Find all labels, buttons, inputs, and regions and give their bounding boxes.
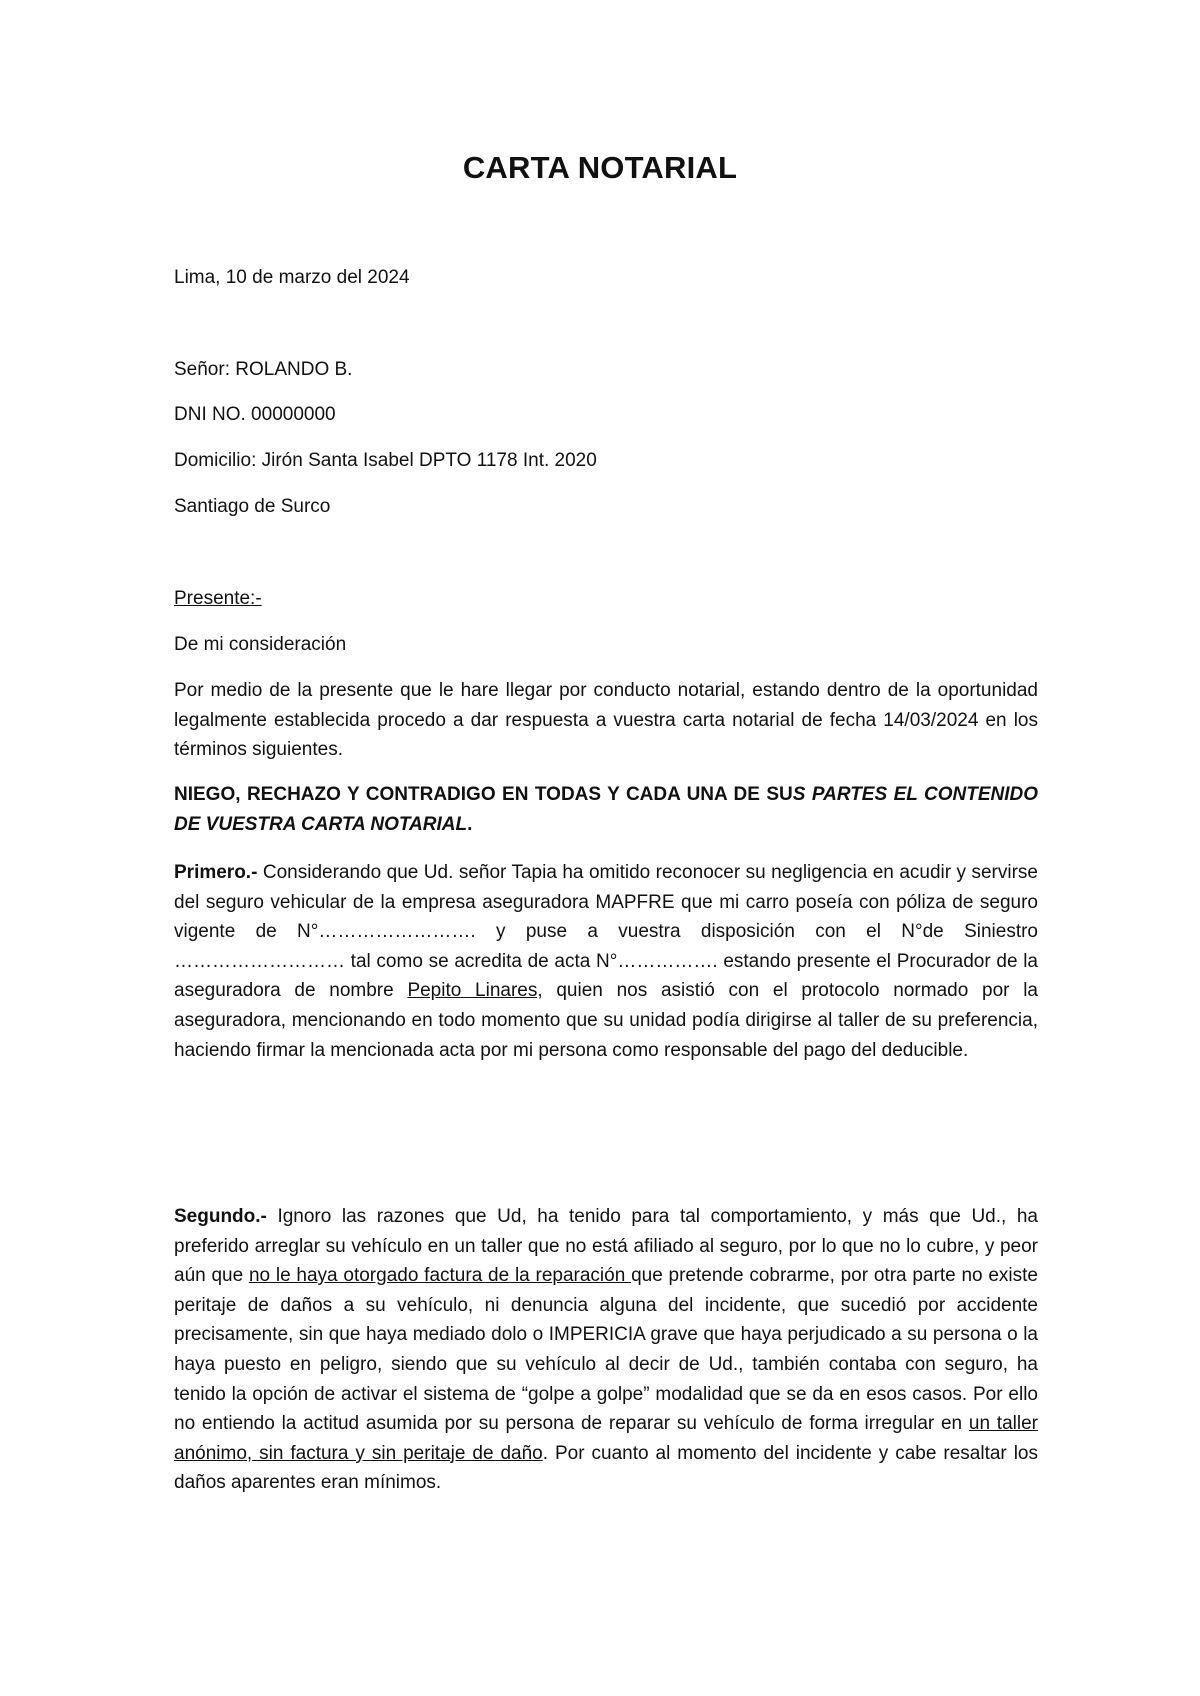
primero-procurador-name: Pepito Linares, xyxy=(407,980,543,1002)
date-line: Lima, 10 de marzo del 2024 xyxy=(174,267,410,288)
recipient-name: Señor: ROLANDO B. xyxy=(174,359,353,380)
segundo-text-2: que pretende cobrarme, por otra parte no existe peritaje de daños a su vehículo, ni denuncia alguna del incidente, que sucedió por accidente precisamente, sin que haya mediado dolo o IMPERICIA grave que haya perjudicado a su persona o la haya puesto en peligro, siendo que su vehículo al decir de Ud., también contaba con seguro, ha tenido la opción de activar el sistema de “golpe a golpe” modalidad que se da en esos casos. Por ello no entiendo la actitud asumida por su persona de reparar su vehículo de forma irregular en xyxy=(174,1265,1038,1435)
primero-paragraph xyxy=(174,858,1038,1065)
segundo-paragraph xyxy=(174,1202,1038,1498)
segundo-underlined-2: un taller anónimo, sin factura y sin peritaje de daño xyxy=(174,1413,1038,1464)
intro-paragraph: Por medio de la presente que le hare llegar por conducto notarial, estando dentro de la oportunidad legalmente establecida procedo a dar respuesta a vuestra carta notarial de fecha 14/03/2024 en los términos siguientes. xyxy=(174,680,1038,761)
segundo-label: Segundo.- xyxy=(174,1206,267,1227)
presente-heading: Presente:- xyxy=(174,588,262,609)
segundo-text-1: Ignoro las razones que Ud, ha tenido para tal comportamiento, y más que Ud., ha preferido arreglar su vehículo en un taller que no está afiliado al seguro, por lo que no lo cubre, y peor aún que xyxy=(174,1206,1038,1287)
segundo-text-3: . Por cuanto al momento del incidente y cabe resaltar los daños aparentes eran mínimos. xyxy=(174,1442,1038,1494)
denial-bold-text: NIEGO, RECHAZO Y CONTRADIGO EN TODAS Y CADA UNA DE SU xyxy=(174,784,793,805)
primero-text-1: Considerando que Ud. señor Tapia ha omitido reconocer su negligencia en acudir y servirse del seguro vehicular de la empresa aseguradora MAPFRE que mi carro poseía con póliza de seguro vigente de N°……………………. y puse a vuestra disposición con el N°de Siniestro ……………………… tal como se acredita de acta N°……………. estando presente el Procurador de la aseguradora de nombre xyxy=(174,862,1038,1002)
denial-bold-italic-text: S PARTES EL CONTENIDO DE VUESTRA CARTA NOTARIAL xyxy=(174,784,1038,835)
document-title: CARTA NOTARIAL xyxy=(462,150,738,185)
primero-text-2: quien nos asistió con el protocolo normado por la aseguradora, mencionando en todo momento que su unidad podía dirigirse al taller de su preferencia, haciendo firmar la mencionada acta por mi persona como responsable del pago del deducible. xyxy=(174,980,1038,1061)
recipient-dni: DNI NO. 00000000 xyxy=(174,404,336,425)
recipient-district: Santiago de Surco xyxy=(174,496,331,517)
primero-label: Primero.- xyxy=(174,862,258,883)
segundo-underlined-1: no le haya otorgado factura de la reparación xyxy=(248,1265,632,1287)
denial-paragraph xyxy=(174,780,1038,839)
denial-end: . xyxy=(467,813,473,835)
greeting: De mi consideración xyxy=(174,634,347,655)
recipient-address: Domicilio: Jirón Santa Isabel DPTO 1178 Int. 2020 xyxy=(174,450,597,471)
